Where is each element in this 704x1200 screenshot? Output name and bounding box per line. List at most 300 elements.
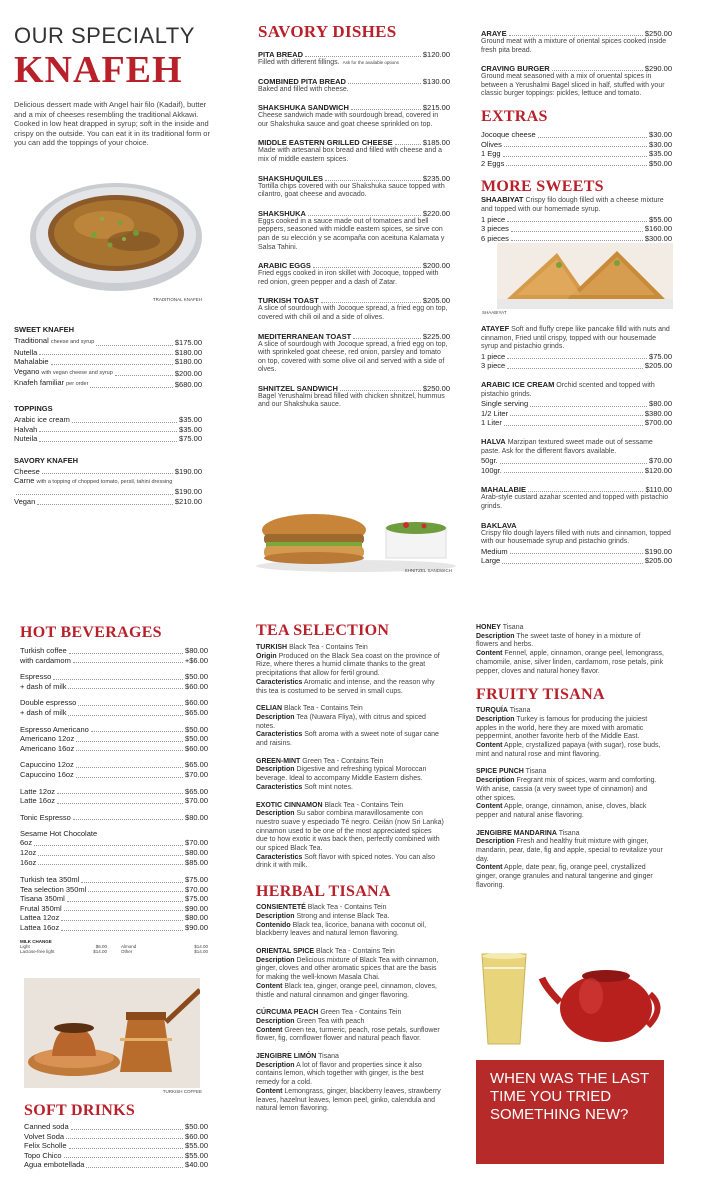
menu-item-header xyxy=(258,261,450,270)
dot-leader xyxy=(38,855,183,856)
atayef-desc: ATAYEF Soft and fluffy crepe like pancake filld with nuts and cinnamon, Fried until crispy, topped with our housemade syrup and pistachio grinds. xyxy=(481,324,670,351)
baklava-name: BAKLAVA xyxy=(481,520,517,530)
list-item xyxy=(20,913,208,923)
list-item xyxy=(24,1132,208,1142)
list-item: Vegano with vegan cheese and syrup $200.00 xyxy=(14,366,202,378)
tea-item xyxy=(256,948,444,1000)
item-price: $75.00 xyxy=(185,875,208,885)
beverage-group xyxy=(20,813,208,823)
tea-item-header xyxy=(256,948,444,957)
item-price: $235.00 xyxy=(422,173,450,183)
field-key: Description xyxy=(256,1017,295,1025)
description-text: Filled with different fillings. xyxy=(258,59,340,66)
tea-field xyxy=(256,957,444,983)
menu-item-header xyxy=(258,138,450,147)
menu-item xyxy=(258,174,450,200)
tea-name: JENGIBRE LIMÓN xyxy=(256,1053,317,1061)
menu-item-header xyxy=(258,174,450,183)
field-value: Soft mint notes. xyxy=(304,783,353,791)
menu-item xyxy=(258,103,450,129)
cta-banner xyxy=(476,1060,664,1164)
field-value: Green Tea with peach xyxy=(296,1017,365,1025)
item-label: Frutal 350ml xyxy=(20,903,62,913)
tea-item xyxy=(256,904,444,939)
item-label: Americano 12oz xyxy=(20,734,75,744)
dot-leader xyxy=(321,302,421,303)
knafeh-title: KNAFEH xyxy=(14,49,183,91)
item-description xyxy=(258,341,450,375)
list-item: Mahalabie $180.00 xyxy=(14,357,202,367)
dot-leader xyxy=(353,338,421,339)
item-price: $55.00 xyxy=(185,1150,208,1160)
tea-name: ORIENTAL SPICE xyxy=(256,947,315,955)
dot-leader xyxy=(78,705,183,706)
description-text: Eggs cooked in a sauce made out of tomatoes and bell peppers, seasoned with middle eastern spices, se sirve con pan de su elección y se acompaña con aceituna Kalamata y Salsa Tahini. xyxy=(258,217,445,251)
list-item: Nuteila $75.00 xyxy=(14,434,202,444)
list-item: 50gr. $70.00 xyxy=(481,456,672,466)
item-label: + dash of milk xyxy=(20,681,67,691)
item-label: with cardamom xyxy=(20,655,71,665)
beverage-group xyxy=(20,672,208,691)
knafeh-image-caption: TRADITIONAL KNAFEH xyxy=(152,297,202,302)
item-description xyxy=(258,147,450,164)
item-label: Felix Scholle xyxy=(24,1141,67,1151)
list-item: Medium $190.00 xyxy=(481,546,672,556)
field-value: Delicious mixture of Black Tea with cinnamon, ginger, cloves and other aromatic spices that are the basis for making the well-known Masala Chai. xyxy=(256,956,439,982)
field-key: Description xyxy=(476,838,515,846)
list-item xyxy=(20,725,208,735)
item-label: Latte 16oz xyxy=(20,796,56,806)
description-note: Ask for the available options xyxy=(342,60,399,65)
field-key: Content xyxy=(476,742,503,750)
fruity-tisana-heading: FRUITY TISANA xyxy=(476,686,605,704)
turkish-coffee-image xyxy=(24,978,200,1088)
menu-item-header xyxy=(258,332,450,341)
description-text: Fried eggs cooked in iron skillet with Jocoque, topped with red onion, green pepper and a dash of Zatar. xyxy=(258,270,439,286)
description-text: Bagel Yerushalmi bread filled with chicken shnitzel, hummus and our Shakshuka sauce. xyxy=(258,392,445,409)
tea-selection-section xyxy=(256,622,444,1123)
tea-field xyxy=(256,1088,444,1114)
item-label: Espresso xyxy=(20,672,52,682)
tea-item xyxy=(476,624,664,676)
item-price: $50.00 xyxy=(185,672,208,682)
field-value: Soft aroma with a sweet note of sugar cane and raisins. xyxy=(256,731,439,748)
item-name: SHNITZEL SANDWICH xyxy=(258,383,338,393)
item-price: $60.00 xyxy=(185,698,208,708)
item-price: $70.00 xyxy=(185,769,208,779)
item-price: $65.00 xyxy=(185,707,208,717)
tea-type: Black Tea - Contains Tein xyxy=(324,801,404,809)
dot-leader xyxy=(73,819,183,820)
tea-name: SPICE PUNCH xyxy=(476,768,524,776)
dot-leader xyxy=(73,662,183,663)
list-item: 1 Egg $35.00 xyxy=(481,149,672,159)
list-item: Halvah $35.00 xyxy=(14,424,202,434)
field-value: Digestive and refreshing typical Moroccan beverage. Ideal to accompany Middle Eastern dishes. xyxy=(256,766,427,783)
item-label: Tisana 350ml xyxy=(20,894,65,904)
tea-type: Black Tea - Contains Tein xyxy=(289,644,368,651)
dot-leader xyxy=(88,891,183,892)
field-value: The sweet taste of honey in a mixture of flowers and herbs. xyxy=(476,632,641,649)
field-key: Description xyxy=(256,766,295,774)
field-key: Description xyxy=(256,810,295,818)
dot-leader xyxy=(91,731,183,732)
dot-leader xyxy=(57,803,183,804)
item-price: $200.00 xyxy=(422,261,450,271)
list-item: 3 piece $205.00 xyxy=(481,361,672,371)
tea-item-header xyxy=(256,705,444,714)
shaabiyat-desc: SHAABIYAT Crispy filo dough filled with a cheese mixture and topped with our homemade syrup. xyxy=(481,195,664,213)
item-description xyxy=(258,305,450,322)
field-value: Fennel, apple, cinnamon, orange peel, lemongrass, chamomile, anise, silver linden, cardamom, rose petals, pink pepper, cloves and natural honey flavor. xyxy=(476,650,664,675)
menu-item-header xyxy=(258,296,450,305)
tea-field xyxy=(476,742,664,759)
item-price: $70.00 xyxy=(185,884,208,894)
menu-item xyxy=(258,209,450,252)
field-value: Black tea, licorice, banana with coconut oil, blackberry leaves and natural lemon flavoring. xyxy=(256,921,427,938)
shnitzel-image-caption: SHNITZEL SANDWICH xyxy=(404,568,452,573)
fruity-tisana-section xyxy=(476,624,664,900)
dot-leader xyxy=(351,109,421,110)
list-item xyxy=(24,1141,208,1151)
tea-name: CÚRCUMA PEACH xyxy=(256,1009,319,1017)
item-description xyxy=(258,183,450,200)
list-item xyxy=(20,760,208,770)
tea-item xyxy=(256,644,444,696)
tea-field xyxy=(476,716,664,742)
field-value: Soft flavor with spiced notes. You can also drink it with milk. xyxy=(256,853,436,870)
item-name: SHAKSHUQUILES xyxy=(258,173,324,183)
tea-item-header xyxy=(256,644,444,653)
dot-leader xyxy=(34,845,183,846)
item-label: Double espresso xyxy=(20,698,77,708)
shnitzel-image xyxy=(256,508,456,574)
sweet-knafeh-heading: SWEET KNAFEH xyxy=(14,325,74,334)
item-description xyxy=(258,270,450,287)
tea-type: Green Tea - Contains Tein xyxy=(302,757,384,765)
item-price: $80.00 xyxy=(185,646,208,655)
field-key: Content xyxy=(256,982,283,990)
tea-field xyxy=(256,731,444,748)
list-item: 1 Liter $700.00 xyxy=(481,418,672,428)
list-item xyxy=(20,885,208,895)
field-key: Description xyxy=(476,632,515,640)
item-name: COMBINED PITA BREAD xyxy=(258,76,346,86)
cta-text: WHEN WAS THE LAST TIME YOU TRIED SOMETHING NEW? xyxy=(490,1070,649,1123)
item-label: 16oz xyxy=(20,857,37,867)
dot-leader xyxy=(53,679,183,680)
beverage-group xyxy=(20,725,208,754)
tea-type: Tisana xyxy=(318,1053,339,1061)
item-price: $65.00 xyxy=(185,786,208,796)
item-label: Lattea 12oz xyxy=(20,913,60,923)
tea-item xyxy=(476,830,664,891)
more-sweets-continued xyxy=(481,325,672,566)
field-value: Apple, orange, cinnamon, anise, cloves, black pepper and natural anise flavoring. xyxy=(476,803,647,819)
item-price: $215.00 xyxy=(422,103,450,113)
menu-item xyxy=(258,384,450,410)
item-label: Turkish tea 350ml xyxy=(20,875,80,885)
item-description xyxy=(258,393,450,410)
tea-field xyxy=(476,777,664,803)
shaabiyat-image-caption: SHAABIYAT xyxy=(482,310,507,315)
menu-item-header xyxy=(258,103,450,112)
item-price: $65.00 xyxy=(185,760,208,770)
field-key: Description xyxy=(256,912,295,920)
field-key: Contenido xyxy=(256,921,291,929)
savory-dishes-heading: SAVORY DISHES xyxy=(258,22,397,41)
tea-name: CELIAN xyxy=(256,705,283,713)
dot-leader xyxy=(340,390,421,391)
list-item xyxy=(20,646,208,656)
field-value: Lemongrass, ginger, blackberry leaves, strawberry leaves, hazelnut leaves, lemon peel, ginko, calendula and natural lemon flavoring. xyxy=(256,1087,441,1113)
item-price: $90.00 xyxy=(185,923,208,933)
list-item xyxy=(20,787,208,797)
list-item: Traditional cheese and syrup $175.00 xyxy=(14,336,202,347)
sweet-knafeh-section xyxy=(14,325,202,507)
tea-item xyxy=(256,758,444,793)
item-price: $225.00 xyxy=(422,331,450,341)
dot-leader xyxy=(313,267,421,268)
field-value: Tea (Nuwara Fliya), with citrus and spiced notes. xyxy=(256,713,426,730)
right-top-section xyxy=(481,29,672,243)
item-price: $85.00 xyxy=(185,857,208,867)
tea-field xyxy=(256,1027,444,1044)
field-value: Fregrant mix of spices, warm and comforting. With anise, cassia (a very sweet type of cinnamon) and other spices. xyxy=(476,777,657,802)
field-value: Fresh and healthy fruit mixture with ginger, mandarin, pear, date, fig and apple, special to revitalize your day. xyxy=(476,838,663,863)
tea-item xyxy=(256,1009,444,1044)
list-item xyxy=(20,708,208,718)
intro-section xyxy=(14,24,210,148)
beverage-group xyxy=(20,646,208,665)
item-price: $205.00 xyxy=(422,296,450,306)
hot-beverages-section xyxy=(20,624,208,954)
item-price: $55.00 xyxy=(185,1141,208,1151)
turkish-coffee-caption: TURKISH COFFEE xyxy=(162,1089,202,1094)
item-label: Tea selection 350ml xyxy=(20,884,87,894)
menu-item-header xyxy=(258,384,450,393)
item-name: TURKISH TOAST xyxy=(258,296,319,306)
dot-leader xyxy=(348,83,421,84)
tea-field xyxy=(256,679,444,696)
field-key: Description xyxy=(476,777,515,785)
tea-field xyxy=(256,784,444,793)
field-key: Content xyxy=(476,803,503,811)
list-item xyxy=(20,796,208,806)
field-value: Apple, date pear, fig, orange peel, crystallized ginger, orange granules and natural tangerine and ginger flavoring. xyxy=(476,864,653,889)
tea-field xyxy=(256,810,444,854)
field-value: A lot of flavor and properties since it also contains lemon, which together with ginger, is the best remedy for a cold. xyxy=(256,1061,424,1087)
list-item: 6 pieces $300.00 xyxy=(481,233,672,243)
dot-leader xyxy=(308,215,421,216)
field-value: Strong and intense Black Tea. xyxy=(296,912,390,920)
intro-description: Delicious dessert made with Angel hair filo (Kadaif), butter and a mix of cheeses resembling the traditional Akkawi. Cooked in low heat drapped in syrup; soft in the inside and crispy on the outside. You can eat it in its traditional form or you can add the toppings of your choice. xyxy=(14,100,210,147)
dot-leader xyxy=(64,910,183,911)
milk-change-heading: MILK CHANGE xyxy=(20,938,52,944)
item-price: $40.00 xyxy=(185,1160,208,1170)
dot-leader xyxy=(76,741,183,742)
menu-item xyxy=(258,138,450,164)
list-item: Jocoque cheese $30.00 xyxy=(481,129,672,139)
item-price: $185.00 xyxy=(422,138,450,148)
list-item: Cheese $190.00 xyxy=(14,466,202,476)
description-text: A slice of sourdough with Jocoque spread, a fried egg on top, with sprinkeled goat cheese, red onion, parsley and tomato on top, covered with some olive oil and served with a side of olves. xyxy=(258,340,448,374)
field-key: Description xyxy=(256,713,295,721)
tea-field xyxy=(476,803,664,820)
beverage-group xyxy=(20,760,208,779)
menu-item xyxy=(258,296,450,322)
tea-item-header xyxy=(256,904,444,913)
tea-name: EXOTIC CINNAMON xyxy=(256,801,323,809)
milk-change-list: Light $6.00 Lactose-free light $14.00 Almond $14.00 Other $14.00 xyxy=(20,943,208,954)
tea-type: Green Tea - Contains Tein xyxy=(320,1009,402,1017)
field-value: Turkey is famous for producing the juiciest apples in the world, here they are mixed with aromatic peppermint, another favorite herb of the Middle East. xyxy=(476,715,648,741)
list-item: Carne with a topping of chopped tomato, persil, tahini dressing xyxy=(14,476,173,486)
tea-name: JENGIBRE MANDARINA xyxy=(476,829,557,837)
item-price: $130.00 xyxy=(422,76,450,86)
dot-leader xyxy=(61,920,183,921)
item-price: $50.00 xyxy=(185,1122,208,1131)
more-sweets-heading: MORE SWEETS xyxy=(481,178,604,196)
tea-field xyxy=(256,913,444,922)
herbal-tisana-heading: HERBAL TISANA xyxy=(256,883,391,901)
tea-item-header xyxy=(256,802,444,811)
tea-name: CONSIENTETÉ xyxy=(256,904,306,912)
menu-item-header xyxy=(258,77,450,86)
dot-leader xyxy=(68,688,183,689)
list-item: Nutella $180.00 xyxy=(14,347,202,357)
list-item xyxy=(24,1151,208,1161)
list-item xyxy=(20,672,208,682)
list-item xyxy=(20,682,208,692)
menu-item xyxy=(258,50,450,68)
tea-name: HONEY xyxy=(476,624,501,631)
list-item xyxy=(20,923,208,933)
list-item xyxy=(20,858,208,868)
tea-type: Black Tea - Contains Tein xyxy=(307,904,387,912)
tea-item-header xyxy=(476,768,664,777)
list-item xyxy=(20,744,208,754)
item-label: Volvet Soda xyxy=(24,1131,65,1141)
item-price: $80.00 xyxy=(185,913,208,923)
tea-field xyxy=(476,650,664,676)
savory-knafeh-heading: SAVORY KNAFEH xyxy=(14,455,79,465)
list-item xyxy=(20,698,208,708)
description-text: Made with artesanal box bread and filled with cheese and a mix of middle eastern spices. xyxy=(258,147,443,163)
tea-field xyxy=(476,633,664,650)
dot-leader xyxy=(71,1129,183,1130)
item-price: $80.00 xyxy=(185,847,208,857)
tea-item-header xyxy=(476,707,664,716)
tea-field xyxy=(256,766,444,783)
field-value: Green tea, turmeric, peach, rose petals, sunflower flower, fig, cornflower flower and natural peach flavor. xyxy=(256,1026,440,1043)
field-value: Aromatic and intense, and the reason why this tea is costumed to be served in small cups. xyxy=(256,678,435,695)
halva-desc: HALVA Marzipan textured sweet made out of sessame paste. Ask for the different flavors available. xyxy=(481,436,653,455)
sesame-heading: Sesame Hot Chocolate xyxy=(20,829,98,839)
item-label: Capuccino 16oz xyxy=(20,769,74,779)
list-item xyxy=(20,875,208,885)
item-price: $60.00 xyxy=(185,681,208,691)
tea-field xyxy=(256,983,444,1000)
tea-item-header xyxy=(256,1053,444,1062)
tea-type: Tisana xyxy=(509,707,531,715)
tea-item xyxy=(256,802,444,872)
list-item: Vegan $210.00 xyxy=(14,496,202,506)
list-item xyxy=(20,904,208,914)
soft-drinks-section xyxy=(24,1102,208,1170)
list-item xyxy=(20,770,208,780)
hot-beverages-heading: HOT BEVERAGES xyxy=(20,624,162,641)
item-name: ARABIC EGGS xyxy=(258,261,311,271)
menu-item-craving-burger: CRAVING BURGER $290.00 Ground meat seasoned with a mix of oruental spices in between a Yerushalmi Bagel sliced in half, stuffed with your classic burger toppings: pickles, lettuce and tomato. xyxy=(481,64,672,98)
beverage-group xyxy=(20,698,208,717)
item-price: $120.00 xyxy=(422,50,450,59)
item-label: Topo Chico xyxy=(24,1150,62,1160)
dot-leader xyxy=(67,901,183,902)
field-key: Caracteristics xyxy=(256,853,303,861)
item-label: 6oz xyxy=(20,838,33,848)
item-price: $220.00 xyxy=(422,208,450,218)
dot-leader xyxy=(69,653,183,654)
dot-leader xyxy=(86,1167,183,1168)
field-key: Content xyxy=(256,1087,283,1095)
dot-leader xyxy=(69,1148,184,1149)
list-item: Knafeh familiar per order $680.00 xyxy=(14,378,202,390)
item-name: MIDDLE EASTERN GRILLED CHEESE xyxy=(258,138,393,148)
field-key: Description xyxy=(476,715,515,723)
item-label: Americano 16oz xyxy=(20,743,75,753)
tea-field xyxy=(256,714,444,731)
item-price: $250.00 xyxy=(422,383,450,393)
list-item: Single serving $80.00 xyxy=(481,399,672,409)
toppings-heading: TOPPINGS xyxy=(14,403,53,413)
tea-field xyxy=(256,1062,444,1088)
specialty-title: OUR SPECIALTY xyxy=(14,23,195,48)
tea-type: Tisana xyxy=(525,768,547,776)
item-label: Lattea 16oz xyxy=(20,923,60,933)
list-item: 1 piece $55.00 xyxy=(481,214,672,224)
item-name: PITA BREAD xyxy=(258,50,303,59)
field-key: Caracteristics xyxy=(256,678,303,686)
item-price: +$6.00 xyxy=(184,655,208,665)
list-item: Arabic ice cream $35.00 xyxy=(14,414,202,424)
tea-type: Black Tea - Contains Tein xyxy=(316,947,395,955)
item-label: Canned soda xyxy=(24,1122,69,1131)
item-label: Capuccino 12oz xyxy=(20,760,74,770)
field-key: Origin xyxy=(256,652,277,660)
list-item xyxy=(20,813,208,823)
item-price: $50.00 xyxy=(185,734,208,744)
shaabiyat-image xyxy=(497,243,673,309)
item-price: $80.00 xyxy=(185,812,208,822)
tea-item xyxy=(256,1053,444,1114)
field-value: Produced on the Black Sea coast on the province of Rize, where theres a humid climate thanks to the great precipitations that allow for fertil ground. xyxy=(256,652,440,678)
item-label: Turkish coffee xyxy=(20,646,67,655)
item-label: Agua embotellada xyxy=(24,1160,85,1170)
tea-field xyxy=(476,838,664,864)
menu-item xyxy=(258,77,450,95)
tea-item-header xyxy=(476,830,664,839)
dot-leader xyxy=(81,882,183,883)
description-text: Cheese sandwich made with sourdough bread, covered in our Shakshuka sauce and goat cheese sprinkled on top. xyxy=(258,112,439,128)
list-item xyxy=(20,848,208,858)
tea-type: Tisana xyxy=(502,624,524,631)
dot-leader xyxy=(325,180,421,181)
savory-dishes-section xyxy=(258,22,450,419)
item-name: MEDITERRANEAN TOAST xyxy=(258,331,352,341)
dot-leader xyxy=(76,767,183,768)
dot-leader xyxy=(305,56,421,57)
